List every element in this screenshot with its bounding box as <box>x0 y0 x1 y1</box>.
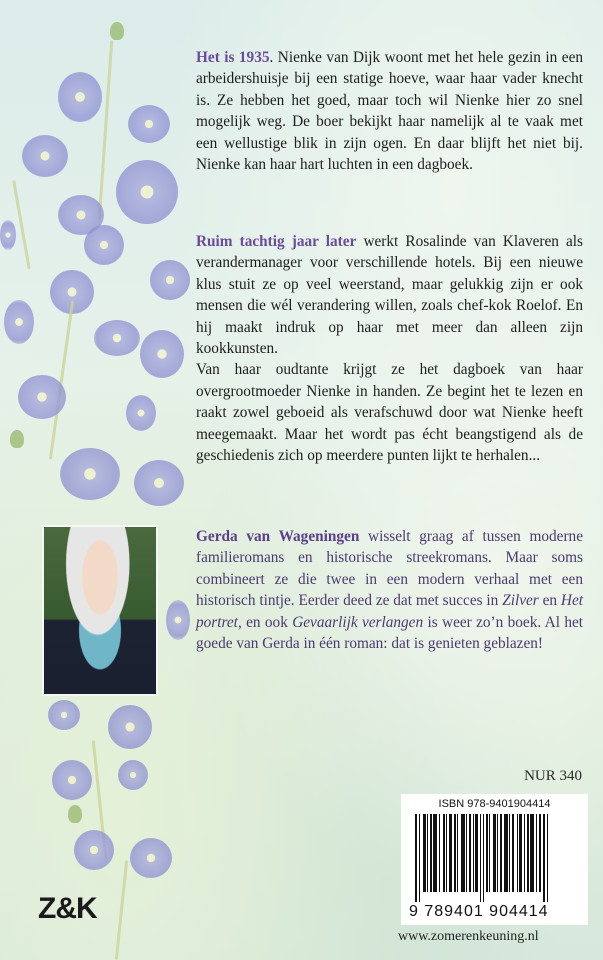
bio-text: is weer zo’n boek. Al het goede van Gerda in één roman: dat is genieten geblazen! <box>196 613 584 653</box>
synopsis-paragraph-2 <box>196 231 583 466</box>
paragraph-body: . Nienke van Dijk woont met het hele gezin in een arbeidershuisje bij een statige hoeve, waar haar vader knecht is. Ze hebben het goed, maar toch wil Nienke hier zo snel mogelijk weg. De boer bekijkt haar namelijk al te vaak met een wellustige blik in zijn ogen. En daar blijft het niet bij. Nienke kan haar hart luchten in een dagboek. <box>196 49 584 174</box>
bio-text: wisselt graag af tussen moderne familieromans en historische streekromans. Maar soms combineert ze die twee in een modern verhaal met een historisch tintje. Eerder deed ze dat met succes in <box>196 528 584 610</box>
isbn-digits: 9 789401 904414 <box>409 903 549 920</box>
author-bio <box>196 526 583 654</box>
book-title-het-portret: Het portret <box>196 592 583 631</box>
book-title-zilver: Zilver <box>502 592 539 610</box>
nur-code: NUR 340 <box>524 768 582 784</box>
isbn-label: ISBN 978-9401904414 <box>438 798 551 810</box>
barcode-bars <box>415 814 575 902</box>
publisher-url[interactable]: www.zomerenkeuning.nl <box>398 929 539 944</box>
paragraph-lead: Ruim tachtig jaar later <box>196 233 357 250</box>
author-name: Gerda van Wageningen <box>196 528 360 545</box>
paragraph-lead: Het is 1935 <box>196 49 270 66</box>
isbn-barcode <box>401 794 588 925</box>
author-photo <box>42 525 158 696</box>
publisher-logo: Z&K <box>38 892 97 925</box>
paragraph-body: werkt Rosalinde van Klaveren als verandermanager voor verschillende hotels. Bij een nieuwe klus stuit ze op veel weerstand, maar gelukkig zijn er ook mensen die wél verandering willen, zoals chef-kok Roelof. En hij maakt indruk op haar met meer dan alleen zijn kookkunsten. <box>196 233 584 358</box>
synopsis-paragraph-1 <box>196 47 583 175</box>
book-title-gevaarlijk-verlangen: Gevaarlijk verlangen <box>292 613 424 631</box>
bio-text: en <box>538 592 561 610</box>
bio-text: , en ook <box>237 613 293 631</box>
paragraph-continuation: Van haar oudtante krijgt ze het dagboek van haar overgrootmoeder Nienke in handen. Ze begint het te lezen en raakt zowel geboeid als verafschuwd door wat Nienke heeft meegemaakt. Maar het wordt pas écht beangstigend als de geschiedenis zich op meerdere punten lijkt te herhalen... <box>196 361 583 465</box>
